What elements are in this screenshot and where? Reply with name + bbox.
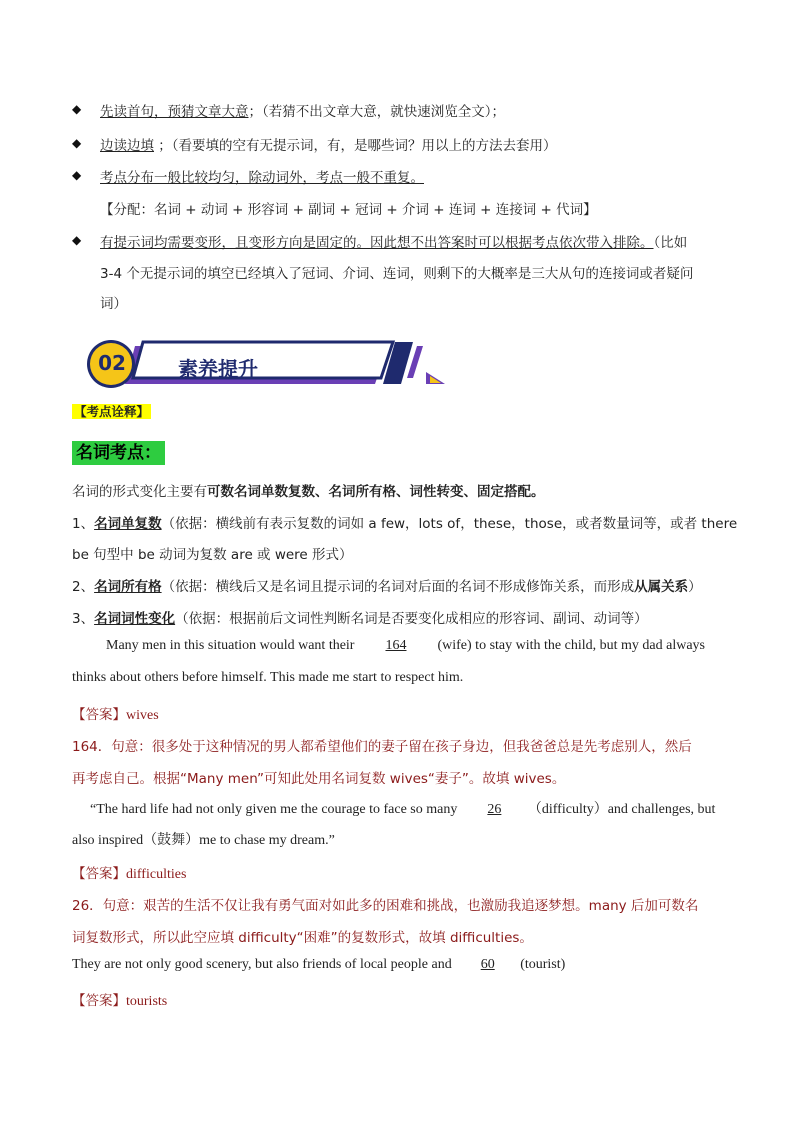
- section-tag: 【考点诠释】: [74, 404, 150, 419]
- bullet-text-3: 考点分布一般比较均匀，除动词外，考点一般不重复。: [100, 170, 424, 186]
- bullet-diamond-icon: ◆: [72, 102, 82, 116]
- example-1-line2: thinks about others before himself. This made me start to respect him.: [72, 670, 464, 685]
- bullet-diamond-icon: ◆: [72, 136, 82, 150]
- example-2-explanation-line2: 词复数形式，所以此空应填 difficulty“困难”的复数形式，故填 difficulties。: [72, 930, 533, 946]
- example-3-blank: 60: [480, 957, 495, 972]
- example-2-explanation: 26．句意：艰苦的生活不仅让我有勇气面对如此多的困难和挑战，也激励我追逐梦想。many 后加可数名: [72, 898, 699, 914]
- point-1: 1、名词单复数（依据：横线前有表示复数的词如 a few，lots of，these，those，或者数量词等，或者 there: [72, 516, 738, 532]
- bullet-text-1: 先读首句，预猜文章大意；（若猜不出文章大意，就快速浏览全文）；: [100, 104, 505, 120]
- example-3-answer: 【答案】tourists: [72, 993, 168, 1009]
- bullet-text-4-line2: 3-4 个无提示词的填空已经填入了冠词、介词、连词，则剩下的大概率是三大从句的连接词或者疑问: [100, 266, 694, 282]
- example-1-line1: Many men in this situation would want their 164 (wife) to stay with the child, but my dad always: [106, 638, 705, 653]
- example-1-blank: 164: [385, 638, 407, 653]
- bullet-diamond-icon: ◆: [72, 233, 82, 247]
- example-1-answer: 【答案】wives: [72, 707, 159, 723]
- distribution-line: 【分配：名词 + 动词 + 形容词 + 副词 + 冠词 + 介词 + 连词 + 连接词 + 代词】: [100, 202, 597, 218]
- bullet-text-4: 有提示词均需要变形，且变形方向是固定的。因此想不出答案时可以根据考点依次带入排除。（比如: [100, 235, 688, 251]
- example-2-answer: 【答案】difficulties: [72, 866, 187, 882]
- banner-graphic: [83, 328, 453, 390]
- example-2-line1: “The hard life had not only given me the courage to face so many 26 （difficulty）and challenges, but: [90, 802, 716, 817]
- intro-text: 名词的形式变化主要有可数名词单数复数、名词所有格、词性转变、固定搭配。: [72, 484, 545, 500]
- bullet-text-2: 边读边填 ；（看要填的空有无提示词，有，是哪些词？用以上的方法去套用）: [100, 138, 557, 154]
- bullet-diamond-icon: ◆: [72, 168, 82, 182]
- example-1-explanation: 164．句意：很多处于这种情况的男人都希望他们的妻子留在孩子身边，但我爸爸总是先考虑别人，然后: [72, 739, 692, 755]
- example-3-line1: They are not only good scenery, but also friends of local people and 60 (tourist): [72, 957, 566, 972]
- banner-number: 02: [98, 351, 126, 375]
- noun-heading: 名词考点：: [72, 438, 165, 463]
- example-2-blank: 26: [487, 802, 502, 817]
- point-1-line2: be 句型中 be 动词为复数 are 或 were 形式）: [72, 547, 353, 563]
- point-2: 2、名词所有格（依据：横线后又是名词且提示词的名词对后面的名词不形成修饰关系，而形成从属关系）: [72, 579, 702, 595]
- point-3: 3、名词词性变化（依据：根据前后文词性判断名词是否要变化成相应的形容词、副词、动词等）: [72, 611, 648, 627]
- example-1-explanation-line2: 再考虑自己。根据“Many men”可知此处用名词复数 wives“妻子”。故填 wives。: [72, 771, 566, 787]
- example-2-line2: also inspired（鼓舞）me to chase my dream.”: [72, 833, 335, 848]
- bullet-text-4-line3: 词）: [100, 296, 127, 312]
- banner-title: 素养提升: [178, 357, 258, 381]
- section-banner: [83, 328, 453, 390]
